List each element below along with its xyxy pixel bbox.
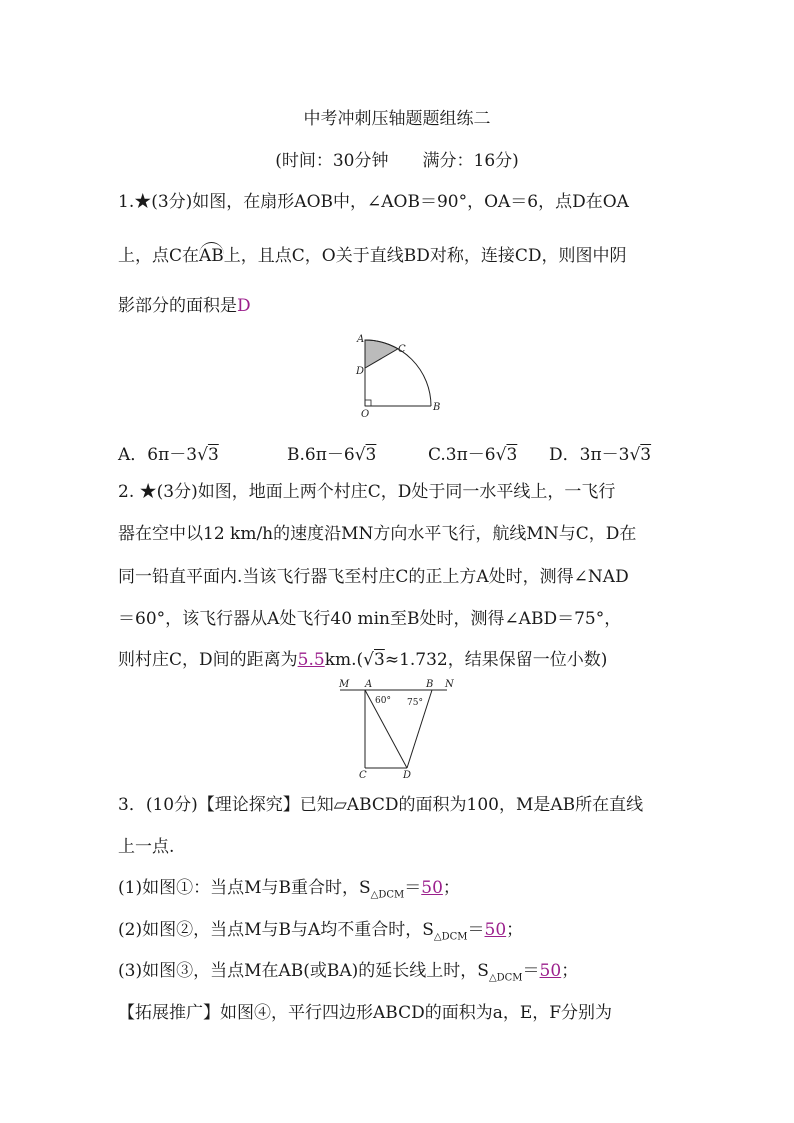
- q2-line-1: 2. ★(3分)如图，地面上两个村庄C，D处于同一水平线上，一飞行: [118, 482, 616, 502]
- q3-answer-1: 50: [421, 878, 443, 898]
- label-N: N: [445, 679, 454, 690]
- label-A: A: [357, 334, 365, 345]
- angle-60: 60°: [375, 696, 391, 706]
- q3-answer-3: 50: [539, 961, 562, 981]
- q2-figure: [335, 676, 465, 782]
- choice-c[interactable]: C.3π－6√3: [428, 445, 518, 465]
- q2-answer: 5.5: [297, 650, 325, 670]
- choice-d[interactable]: D．3π－3√3: [549, 445, 652, 465]
- page-title: 中考冲刺压轴题题组练二: [303, 109, 491, 129]
- q1-line-3: 影部分的面积是D: [118, 296, 251, 316]
- q2-line-4: ＝60°，该飞行器从A处飞行40 min至B处时，测得∠ABD＝75°，: [118, 609, 622, 629]
- label-A2: A: [365, 679, 373, 690]
- q1-answer: D: [237, 296, 251, 316]
- label-O: O: [361, 409, 370, 418]
- q3-extension-line: 【拓展推广】如图④，平行四边形ABCD的面积为a，E，F分别为: [118, 1003, 613, 1023]
- q3-part-3: (3)如图③，当点M在AB(或BA)的延长线上时，$S_{\triangle DCM}=50$；: [118, 961, 579, 984]
- q1-line-1: 1.★(3分)如图，在扇形AOB中，∠AOB＝90°，OA＝6，点D在OA: [118, 192, 629, 212]
- q2-line-2: 器在空中以12 km/h的速度沿MN方向水平飞行，航线MN与C，D在: [118, 524, 637, 544]
- label-C: C: [398, 344, 406, 355]
- label-M: M: [339, 679, 350, 690]
- label-C2: C: [359, 770, 367, 781]
- angle-75: 75°: [407, 698, 423, 708]
- q1-line-2: 上，点C在AB上，且点C，O关于直线BD对称，连接CD，则图中阴: [118, 242, 627, 268]
- q1-figure: [350, 330, 450, 418]
- page-subtitle: (时间：30分钟 满分：16分): [275, 151, 519, 171]
- label-B: B: [433, 402, 441, 413]
- arc-ab: AB: [199, 242, 224, 268]
- q3-line-2: 上一点.: [118, 837, 175, 857]
- q3-part-1: (1)如图①：当点M与B重合时，$S_{\triangle DCM}=50$；: [118, 878, 460, 901]
- choice-b[interactable]: B.6π－6√3: [287, 445, 377, 465]
- label-D2: D: [403, 770, 412, 781]
- q3-answer-2: 50: [484, 920, 507, 940]
- label-B2: B: [426, 679, 434, 690]
- choice-a[interactable]: A．6π－3√3: [118, 445, 219, 465]
- label-D: D: [356, 366, 365, 377]
- q2-line-5: 则村庄C，D间的距离为5.5km.(√3≈1.732，结果保留一位小数): [118, 650, 608, 670]
- q2-line-3: 同一铅直平面内.当该飞行器飞至村庄C的正上方A处时，测得∠NAD: [118, 567, 629, 587]
- q3-line-1: 3．(10分)【理论探究】已知▱ABCD的面积为100，M是AB所在直线: [118, 795, 644, 815]
- shaded-region: [365, 340, 398, 368]
- q3-part-2: (2)如图②，当点M与B与A均不重合时，$S_{\triangle DCM}=50$；: [118, 920, 524, 943]
